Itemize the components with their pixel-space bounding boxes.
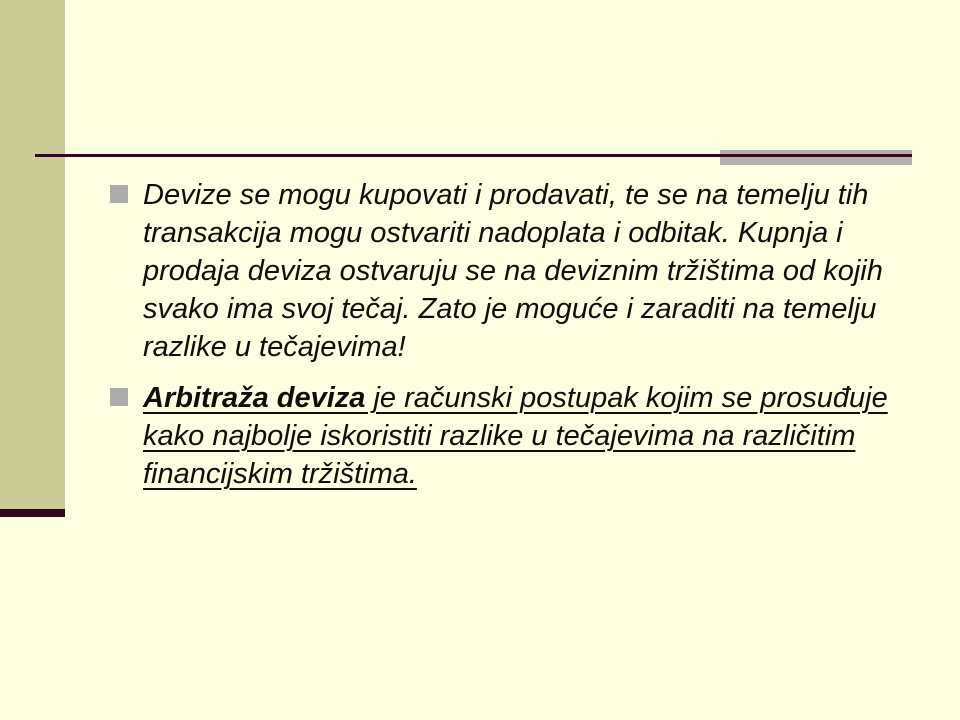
bullet-list: [110, 176, 915, 506]
divider-line: [35, 154, 912, 157]
bullet-2-rest: je računski postupak kojim se prosuđuje kako najbolje iskoristiti razlike u tečajevima na različitim financijskim tržištima.: [143, 382, 888, 490]
left-accent-underscore-bar: [0, 509, 65, 517]
bullet-text-1: Devize se mogu kupovati i prodavati, te se na temelju tih transakcija mogu ostvariti nadoplata i odbitak. Kupnja i prodaja deviza ostvaruju se na deviznim tržištima od kojih svako ima svoj tečaj. Zato je moguće i zaraditi na temelju razlike u tečajevima!: [143, 179, 883, 363]
divider-gray-bar: [720, 150, 912, 165]
bullet-square-icon: [110, 185, 128, 203]
bullet-text-2: [143, 379, 915, 493]
bullet-item-1: [110, 176, 915, 366]
bullet-square-icon: [110, 388, 128, 406]
left-accent-band: [0, 0, 65, 510]
bullet-item-2: [110, 379, 915, 493]
bullet-2-lead-bold: Arbitraža deviza: [143, 382, 366, 414]
